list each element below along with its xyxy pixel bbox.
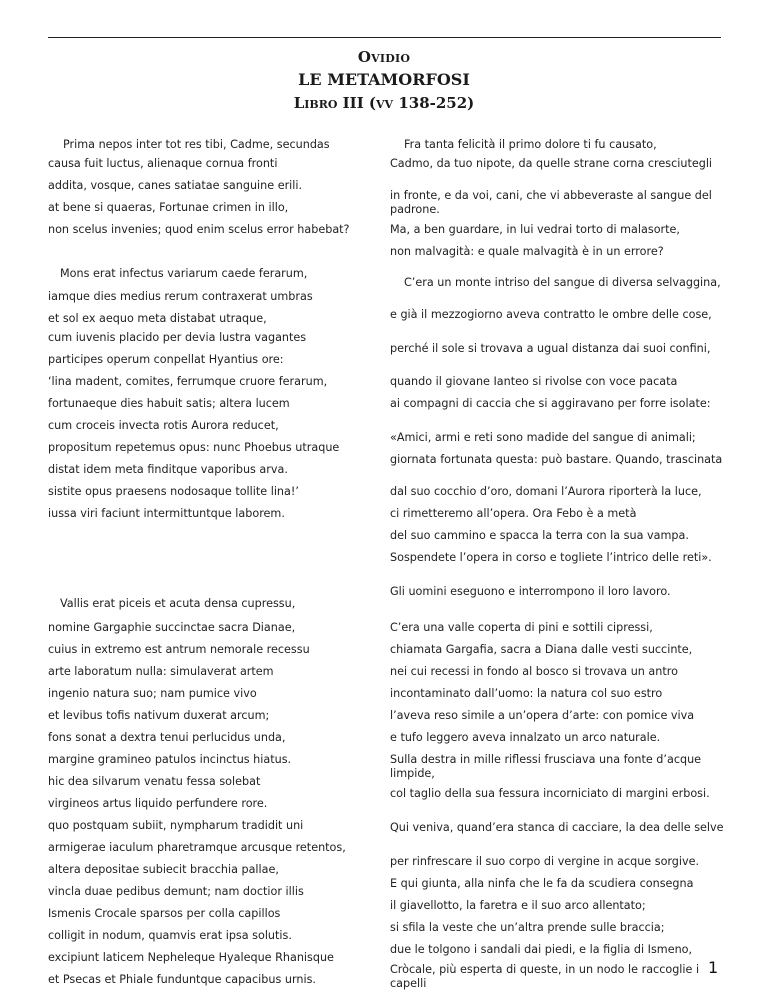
latin-line: iamque dies medius rerum contraxerat umbras — [48, 290, 313, 303]
latin-line: hic dea silvarum venatu fessa solebat — [48, 775, 261, 788]
latin-line: non scelus invenies; quod enim scelus error habebat? — [48, 223, 350, 236]
italian-line: del suo cammino e spacca la terra con la sua vampa. — [390, 529, 689, 542]
latin-line: addita, vosque, canes satiatae sanguine erili. — [48, 179, 303, 192]
latin-line: vincla duae pedibus demunt; nam doctior illis — [48, 885, 304, 898]
latin-line: armigerae iaculum pharetramque arcusque retentos, — [48, 841, 346, 854]
latin-line: et levibus tofis nativum duxerat arcum; — [48, 709, 270, 722]
italian-line: nei cui recessi in fondo al bosco si trovava un antro — [390, 665, 678, 678]
book-heading: Libro III (vv 138-252) — [293, 94, 475, 112]
italian-line: col taglio della sua fessura incorniciato di margini erbosi. — [390, 787, 710, 800]
italian-line: e tufo leggero aveva innalzato un arco naturale. — [390, 731, 661, 744]
italian-line: ai compagni di caccia che si aggiravano per forre isolate: — [390, 397, 711, 410]
italian-line: quando il giovane Ianteo si rivolse con voce pacata — [390, 375, 678, 388]
latin-line: excipiunt laticem Nepheleque Hyaleque Rhanisque — [48, 951, 334, 964]
italian-line: perché il sole si trovava a ugual distanza dai suoi confini, — [390, 342, 711, 355]
italian-line: e già il mezzogiorno aveva contratto le ombre delle cose, — [390, 308, 712, 321]
latin-line: cum croceis invecta rotis Aurora reducet, — [48, 419, 279, 432]
italian-line: il giavellotto, la faretra e il suo arco allentato; — [390, 899, 646, 912]
latin-line: participes operum conpellat Hyantius ore: — [48, 353, 284, 366]
latin-line: ingenio natura suo; nam pumice vivo — [48, 687, 257, 700]
latin-line: at bene si quaeras, Fortunae crimen in illo, — [48, 201, 289, 214]
italian-line: chiamata Gargafia, sacra a Diana dalle vesti succinte, — [390, 643, 693, 656]
italian-line: Cròcale, più esperta di queste, in un nodo le raccoglie i capelli — [390, 963, 700, 990]
italian-line: si sfila la veste che un’altra prende sulle braccia; — [390, 921, 665, 934]
italian-line: incontaminato dall’uomo: la natura col suo estro — [390, 687, 663, 700]
latin-line: cum iuvenis placido per devia lustra vagantes — [48, 331, 307, 344]
page-number: 1 — [708, 958, 719, 977]
italian-line: per rinfrescare il suo corpo di vergine in acque sorgive. — [390, 855, 700, 868]
latin-line: cuius in extremo est antrum nemorale recessu — [48, 643, 310, 656]
italian-line: Fra tanta felicità il primo dolore ti fu causato, — [404, 138, 657, 151]
latin-line: Ismenis Crocale sparsos per colla capillos — [48, 907, 281, 920]
italian-line: Ma, a ben guardare, in lui vedrai torto di malasorte, — [390, 223, 680, 236]
italian-line: due le tolgono i sandali dai piedi, e la figlia di Ismeno, — [390, 943, 693, 956]
italian-line: C’era una valle coperta di pini e sottili cipressi, — [390, 621, 653, 634]
italian-line: in fronte, e da voi, cani, che vi abbeveraste al sangue del padrone. — [390, 189, 712, 216]
work-title: LE METAMORFOSI — [298, 70, 470, 89]
top-rule — [48, 37, 721, 38]
italian-line: Gli uomini eseguono e interrompono il loro lavoro. — [390, 585, 671, 598]
latin-line: altera depositae subiecit bracchia pallae, — [48, 863, 279, 876]
italian-line: giornata fortunata questa: può bastare. Quando, trascinata — [390, 453, 723, 466]
italian-line: C’era un monte intriso del sangue di diversa selvaggina, — [404, 276, 721, 289]
italian-line: ci rimetteremo all’opera. Ora Febo è a metà — [390, 507, 637, 520]
latin-line: Vallis erat piceis et acuta densa cupressu, — [60, 597, 296, 610]
latin-line: propositum repetemus opus: nunc Phoebus utraque — [48, 441, 340, 454]
italian-line: Sospendete l’opera in corso e togliete l’intrico delle reti». — [390, 551, 712, 564]
latin-line: virgineos artus liquido perfundere rore. — [48, 797, 268, 810]
italian-line: «Amici, armi e reti sono madide del sangue di animali; — [390, 431, 696, 444]
latin-line: colligit in nodum, quamvis erat ipsa solutis. — [48, 929, 292, 942]
latin-line: fortunaeque dies habuit satis; altera lucem — [48, 397, 290, 410]
italian-line: dal suo cocchio d’oro, domani l’Aurora riporterà la luce, — [390, 485, 702, 498]
latin-line: ‘lina madent, comites, ferrumque cruore ferarum, — [48, 375, 328, 388]
latin-line: fons sonat a dextra tenui perlucidus unda, — [48, 731, 286, 744]
italian-line: Cadmo, da tuo nipote, da quelle strane corna cresciutegli — [390, 157, 713, 170]
latin-line: distat idem meta finditque vaporibus arva. — [48, 463, 288, 476]
italian-line: Sulla destra in mille riflessi frusciava una fonte d’acque limpide, — [390, 753, 702, 780]
author-heading: Ovidio — [357, 48, 411, 66]
latin-line: Prima nepos inter tot res tibi, Cadme, secundas — [63, 138, 330, 151]
latin-line: Mons erat infectus variarum caede ferarum, — [60, 267, 308, 280]
latin-line: arte laboratum nulla: simulaverat artem — [48, 665, 274, 678]
italian-line: Qui veniva, quand’era stanca di cacciare, la dea delle selve — [390, 821, 724, 834]
latin-line: et sol ex aequo meta distabat utraque, — [48, 312, 267, 325]
italian-line: E qui giunta, alla ninfa che le fa da scudiera consegna — [390, 877, 694, 890]
latin-line: sistite opus praesens nodosaque tollite lina!’ — [48, 485, 299, 498]
italian-line: l’aveva reso simile a un’opera d’arte: con pomice viva — [390, 709, 695, 722]
latin-line: causa fuit luctus, alienaque cornua fronti — [48, 157, 278, 170]
latin-line: et Psecas et Phiale funduntque capacibus urnis. — [48, 973, 316, 986]
italian-line: non malvagità: e quale malvagità è in un errore? — [390, 245, 664, 258]
latin-line: iussa viri faciunt intermittuntque laborem. — [48, 507, 285, 520]
latin-line: quo postquam subiit, nympharum tradidit uni — [48, 819, 304, 832]
latin-line: margine gramineo patulos incinctus hiatus. — [48, 753, 292, 766]
latin-line: nomine Gargaphie succinctae sacra Dianae, — [48, 621, 296, 634]
